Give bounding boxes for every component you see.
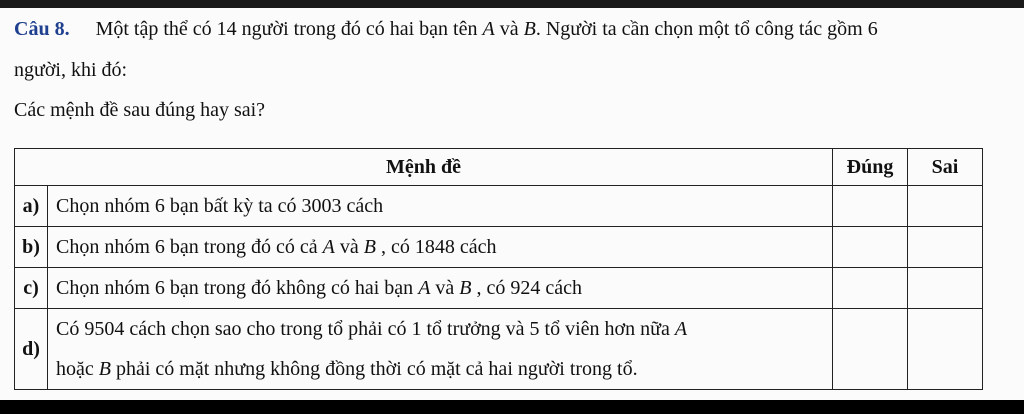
row-label: d) (15, 309, 48, 390)
statement-text: Có 9504 cách chọn sao cho trong tổ phải có 1 tổ trưởng và 5 tổ viên hơn nữa (56, 318, 675, 340)
question-line-3: Các mệnh đề sau đúng hay sai? (14, 99, 266, 121)
question-text: Một tập thể có 14 người trong đó có hai bạn tên (95, 18, 483, 40)
var-a: A (322, 235, 335, 258)
row-label: a) (15, 186, 48, 227)
statement-text: Chọn nhóm 6 bạn trong đó có cả (56, 235, 323, 258)
var-b: B (523, 18, 536, 40)
question-line-1 (14, 18, 878, 41)
table-row (15, 309, 983, 390)
table-row (15, 186, 983, 227)
question-number: Câu 8. (14, 18, 70, 40)
question-text: . Người ta cần chọn một tổ công tác gồm 6 (535, 18, 878, 40)
table-row (15, 268, 983, 309)
false-cell[interactable] (908, 227, 983, 268)
row-statement: Chọn nhóm 6 bạn bất kỳ ta có 3003 cách (48, 186, 833, 227)
row-label: b) (15, 227, 48, 268)
statement-text: phải có mặt nhưng không đồng thời có mặt cả hai người trong tổ. (110, 358, 638, 380)
statement-text: , có 1848 cách (375, 235, 497, 258)
statement-text: và (430, 276, 460, 299)
var-b: B (98, 358, 111, 380)
statement-text: Chọn nhóm 6 bạn trong đó không có hai bạn (56, 276, 419, 299)
statement-text: hoặc (56, 358, 99, 380)
document-page (0, 8, 1024, 400)
false-cell[interactable] (908, 268, 983, 309)
header-row (15, 149, 983, 186)
header-true: Đúng (833, 149, 908, 186)
row-label: c) (15, 268, 48, 309)
statement-text: và (334, 235, 364, 258)
true-cell[interactable] (833, 309, 908, 390)
question-text: và (494, 18, 524, 40)
header-statement: Mệnh đề (15, 149, 833, 186)
var-a: A (418, 276, 431, 299)
var-b: B (363, 235, 376, 258)
row-statement (48, 227, 833, 268)
row-statement (48, 309, 833, 390)
false-cell[interactable] (908, 309, 983, 390)
true-cell[interactable] (833, 186, 908, 227)
var-a: A (482, 18, 495, 40)
top-border (0, 0, 1024, 8)
statement-line-2 (56, 349, 824, 389)
header-false: Sai (908, 149, 983, 186)
statement-text: , có 924 cách (471, 276, 583, 299)
var-a: A (674, 318, 688, 340)
row-statement (48, 268, 833, 309)
false-cell[interactable] (908, 186, 983, 227)
statement-line-1 (56, 309, 824, 349)
var-b: B (459, 276, 472, 299)
true-false-table (14, 148, 983, 390)
true-cell[interactable] (833, 268, 908, 309)
question-line-2: người, khi đó: (14, 59, 128, 81)
table-row (15, 227, 983, 268)
true-cell[interactable] (833, 227, 908, 268)
